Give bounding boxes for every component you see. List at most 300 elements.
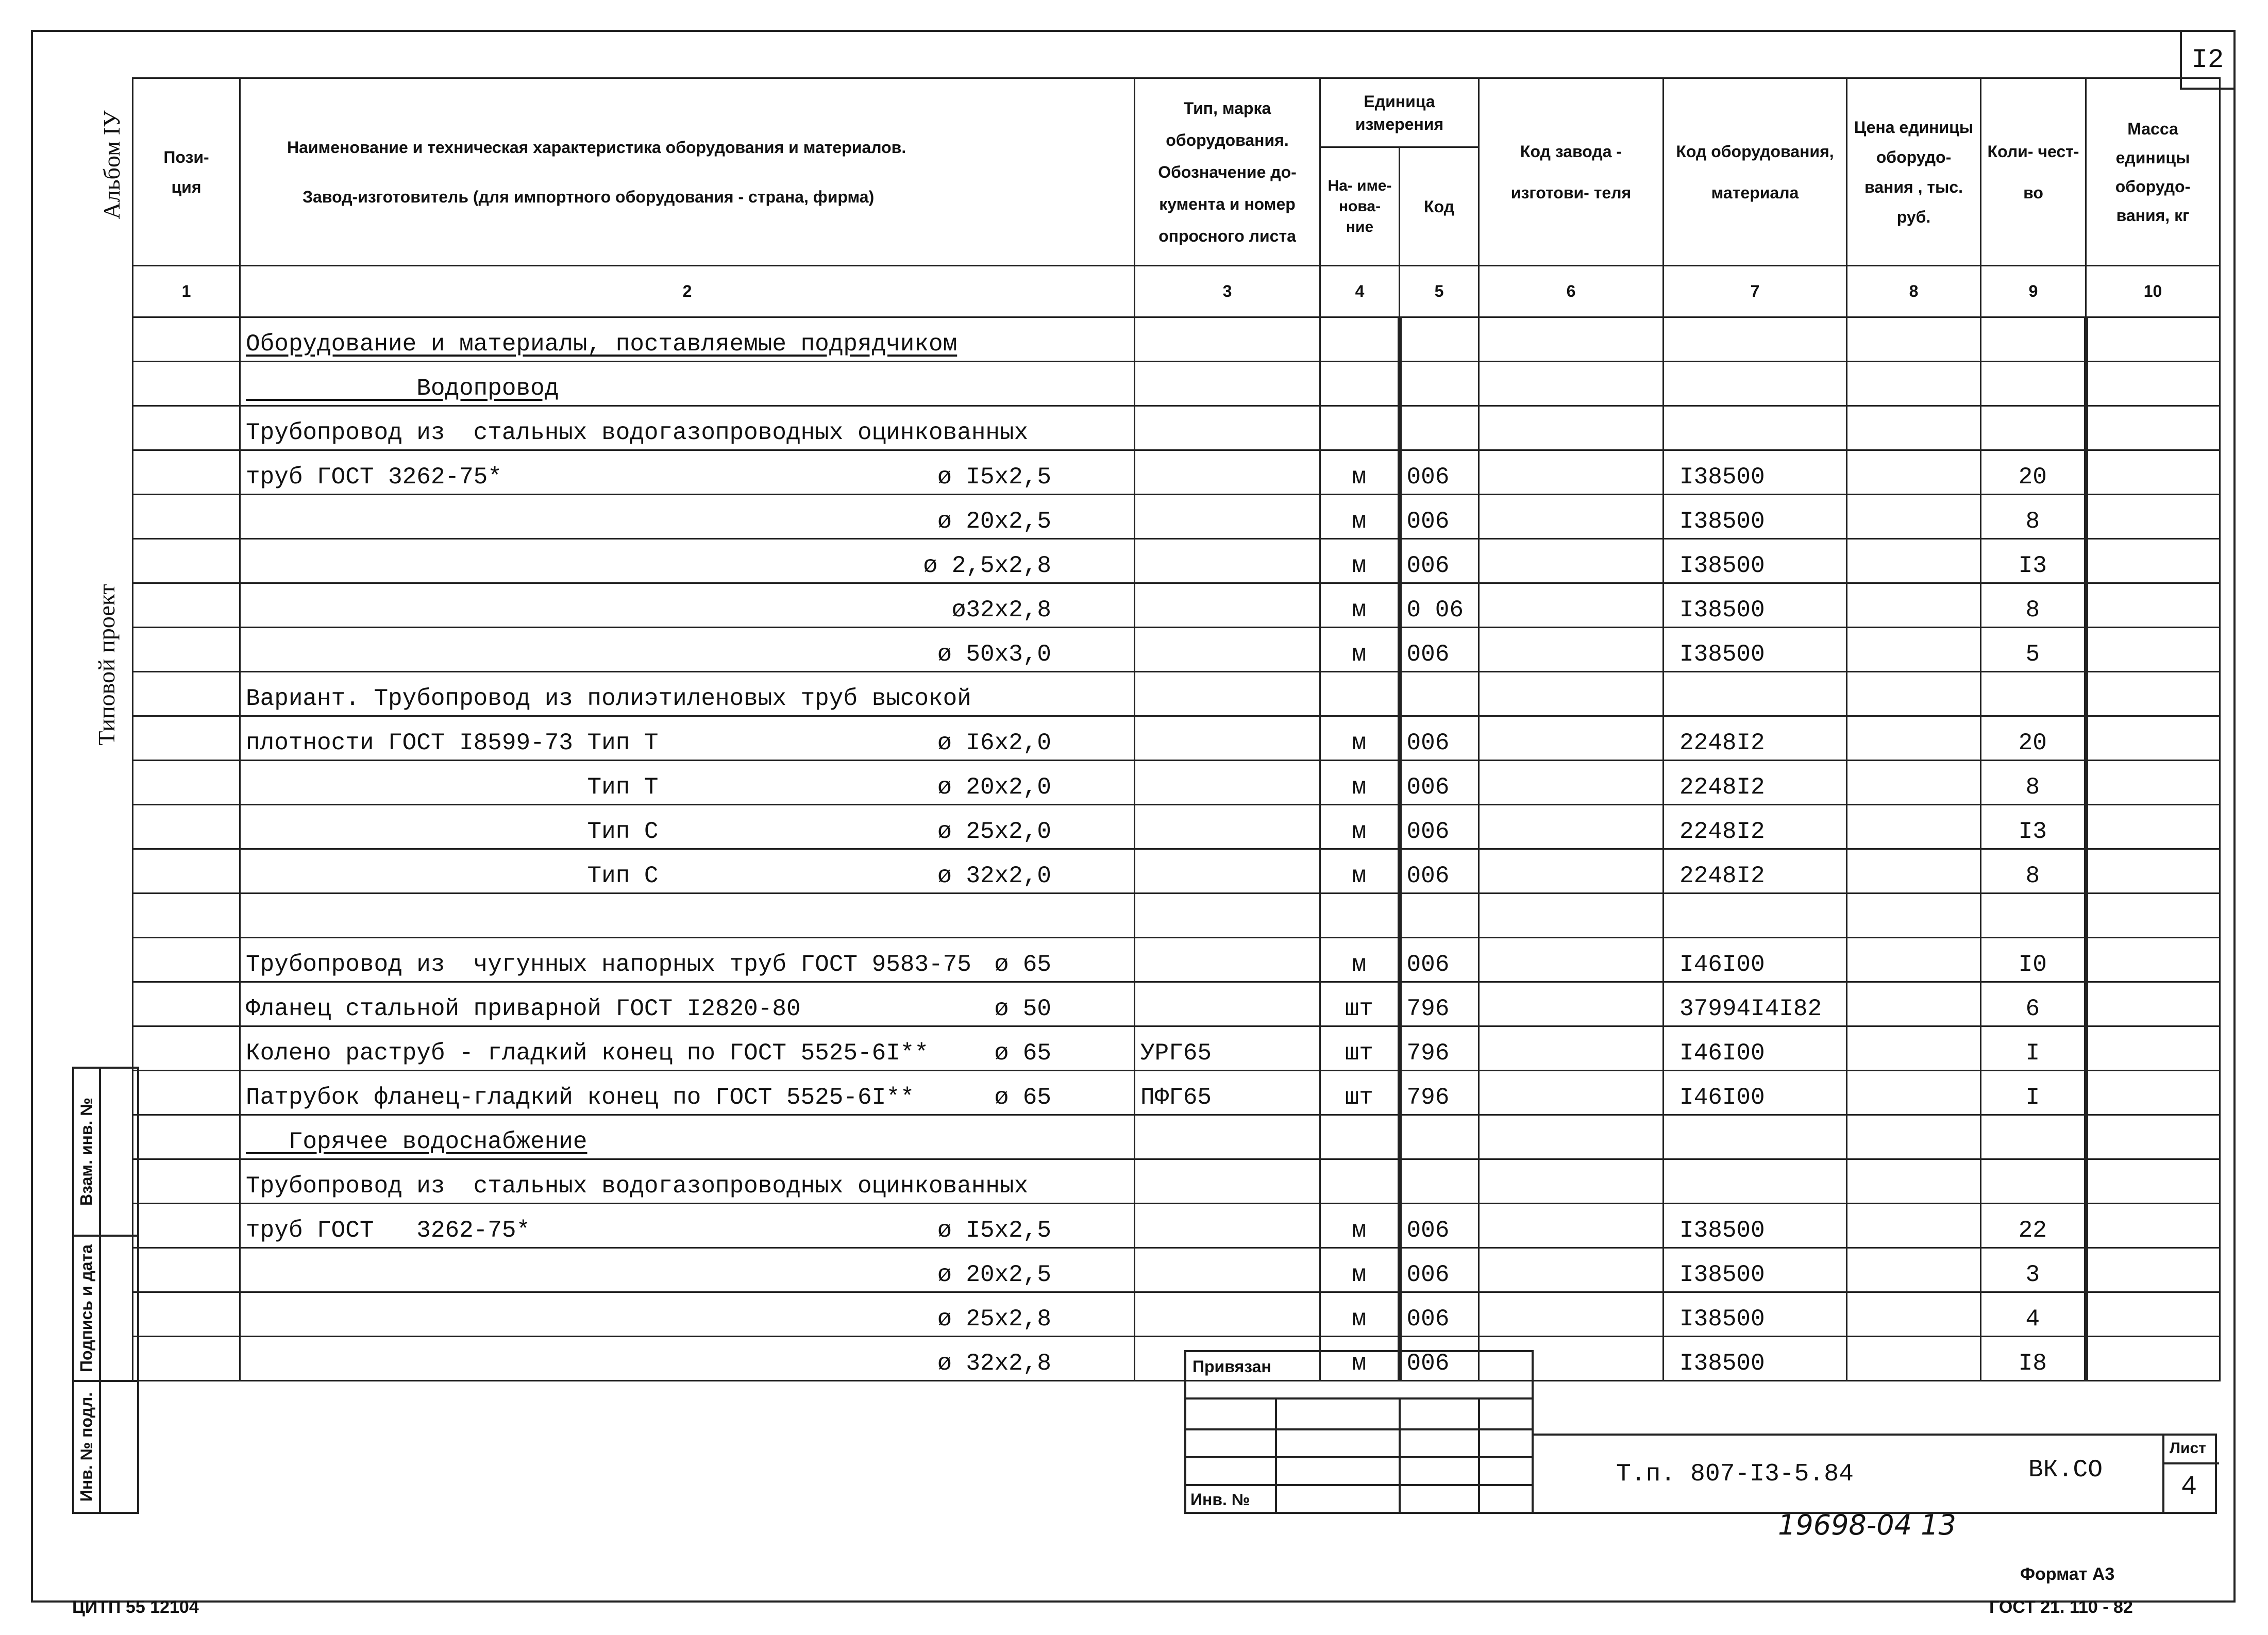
cell-material-code	[1664, 894, 1847, 938]
cell-quantity: I	[1981, 1026, 2086, 1071]
cell-price	[1847, 1026, 1981, 1071]
cell-name	[240, 1337, 1135, 1381]
cell-unit-code: 006	[1400, 1204, 1479, 1248]
item-size: ø 20x2,5	[937, 508, 1051, 535]
cell-position	[133, 362, 240, 406]
cell-price	[1847, 495, 1981, 539]
table-row	[133, 1337, 2220, 1381]
cell-name	[240, 539, 1135, 583]
cell-unit-code: 006	[1400, 628, 1479, 672]
doc-code: Т.п. 807-I3-5.84	[1616, 1460, 1854, 1488]
cell-name	[240, 1159, 1135, 1204]
cell-price	[1847, 1337, 1981, 1381]
table-row	[133, 1071, 2220, 1115]
cell-type	[1135, 1292, 1320, 1337]
cell-name	[240, 1292, 1135, 1337]
cell-name	[240, 406, 1135, 450]
cell-position	[133, 495, 240, 539]
cell-quantity: 8	[1981, 583, 2086, 628]
cell-quantity: 6	[1981, 982, 2086, 1026]
cell-mass	[2086, 716, 2220, 761]
cell-mass	[2086, 672, 2220, 716]
item-name: Тип С	[246, 818, 659, 845]
cell-name	[240, 1248, 1135, 1292]
cell-material-code: 2248I2	[1664, 805, 1847, 849]
cell-mass	[2086, 1204, 2220, 1248]
stamp-inv-podl	[72, 1380, 139, 1514]
cell-price	[1847, 672, 1981, 716]
cell-material-code: I38500	[1664, 539, 1847, 583]
cell-price	[1847, 1071, 1981, 1115]
cell-factory-code	[1479, 539, 1664, 583]
cell-quantity	[1981, 894, 2086, 938]
cell-type	[1135, 849, 1320, 894]
cell-price	[1847, 1204, 1981, 1248]
cell-factory-code	[1479, 1204, 1664, 1248]
cell-quantity: 8	[1981, 495, 2086, 539]
cell-mass	[2086, 761, 2220, 805]
cell-position	[133, 938, 240, 982]
cell-unit: м	[1320, 1337, 1400, 1381]
cell-factory-code	[1479, 406, 1664, 450]
cell-type	[1135, 1115, 1320, 1159]
cell-unit-code: 0 06	[1400, 583, 1479, 628]
cell-position	[133, 982, 240, 1026]
footer-right: ГОСТ 21. 110 - 82	[1989, 1597, 2133, 1617]
cell-quantity	[1981, 1115, 2086, 1159]
cell-factory-code	[1479, 495, 1664, 539]
cell-type	[1135, 628, 1320, 672]
cell-name	[240, 1115, 1135, 1159]
cell-unit-code	[1400, 1115, 1479, 1159]
item-name: Фланец стальной приварной ГОСТ I2820-80	[246, 996, 801, 1022]
cell-quantity: 3	[1981, 1248, 2086, 1292]
format-label: Формат А3	[2020, 1564, 2115, 1584]
cell-type: УРГ65	[1135, 1026, 1320, 1071]
stamp-vzam-inv	[72, 1067, 139, 1237]
table-row	[133, 362, 2220, 406]
cell-name	[240, 628, 1135, 672]
header-type: Тип, марка оборудования. Обозначение до- кумента и номер опросного листа	[1135, 78, 1320, 266]
cell-type	[1135, 761, 1320, 805]
item-name: Трубопровод из стальных водогазопроводных оцинкованных	[246, 419, 1029, 446]
table-row	[133, 1204, 2220, 1248]
item-size: ø32x2,8	[951, 597, 1051, 623]
album-label: Альбом IУ	[98, 110, 125, 220]
cell-unit-code: 006	[1400, 938, 1479, 982]
cell-name	[240, 362, 1135, 406]
item-size: ø 25x2,0	[937, 818, 1051, 845]
cell-unit: м	[1320, 716, 1400, 761]
table-row	[133, 1248, 2220, 1292]
cell-unit: м	[1320, 539, 1400, 583]
cell-quantity	[1981, 317, 2086, 362]
cell-position	[133, 716, 240, 761]
cell-material-code	[1664, 317, 1847, 362]
stamp-podpis-label: Подпись и дата	[77, 1244, 96, 1372]
cell-type	[1135, 317, 1320, 362]
cell-mass	[2086, 628, 2220, 672]
cell-unit	[1320, 894, 1400, 938]
cell-price	[1847, 716, 1981, 761]
header-position: Пози- ция	[133, 78, 240, 266]
cell-type	[1135, 1248, 1320, 1292]
cell-name	[240, 495, 1135, 539]
cell-mass	[2086, 1071, 2220, 1115]
cell-factory-code	[1479, 628, 1664, 672]
cell-unit: м	[1320, 1204, 1400, 1248]
cell-name	[240, 450, 1135, 495]
cell-price	[1847, 761, 1981, 805]
cell-quantity: I3	[1981, 539, 2086, 583]
table-row	[133, 317, 2220, 362]
cell-price	[1847, 894, 1981, 938]
cell-position	[133, 1292, 240, 1337]
table-row	[133, 1026, 2220, 1071]
cell-position	[133, 539, 240, 583]
cell-price	[1847, 583, 1981, 628]
cell-unit-code: 796	[1400, 982, 1479, 1026]
handwritten-note: 19698-04 13	[1778, 1509, 1956, 1541]
cell-quantity: 20	[1981, 716, 2086, 761]
cell-unit-code	[1400, 317, 1479, 362]
cell-unit-code	[1400, 1159, 1479, 1204]
cell-type	[1135, 938, 1320, 982]
cell-mass	[2086, 450, 2220, 495]
cell-price	[1847, 1159, 1981, 1204]
item-name: плотности ГОСТ I8599-73 Тип Т	[246, 730, 659, 756]
cell-position	[133, 628, 240, 672]
cell-unit-code: 006	[1400, 805, 1479, 849]
cell-unit-code: 796	[1400, 1071, 1479, 1115]
cell-position	[133, 1248, 240, 1292]
cell-quantity: 4	[1981, 1292, 2086, 1337]
cell-material-code	[1664, 1159, 1847, 1204]
cell-type	[1135, 716, 1320, 761]
privyazan-box	[1184, 1350, 1534, 1400]
cell-factory-code	[1479, 982, 1664, 1026]
cell-position	[133, 1026, 240, 1071]
cell-type	[1135, 672, 1320, 716]
cell-factory-code	[1479, 672, 1664, 716]
cell-quantity: 22	[1981, 1204, 2086, 1248]
footer-left: ЦИТП 55 12104	[72, 1597, 199, 1617]
cell-mass	[2086, 1115, 2220, 1159]
cell-unit	[1320, 317, 1400, 362]
item-size: ø 65	[994, 951, 1051, 978]
table-row	[133, 849, 2220, 894]
item-size: ø I5x2,5	[937, 464, 1051, 491]
table-row	[133, 938, 2220, 982]
cell-quantity: 5	[1981, 628, 2086, 672]
col-num-5: 5	[1400, 266, 1479, 317]
cell-name	[240, 672, 1135, 716]
cell-position	[133, 406, 240, 450]
cell-position	[133, 805, 240, 849]
item-size: ø 20x2,0	[937, 774, 1051, 801]
table-row	[133, 894, 2220, 938]
cell-mass	[2086, 1026, 2220, 1071]
cell-type	[1135, 583, 1320, 628]
cell-price	[1847, 450, 1981, 495]
cell-factory-code	[1479, 1071, 1664, 1115]
cell-unit: шт	[1320, 1071, 1400, 1115]
col-num-6: 6	[1479, 266, 1664, 317]
header-price: Цена единицы оборудо- вания , тыс. руб.	[1847, 78, 1981, 266]
cell-factory-code	[1479, 894, 1664, 938]
cell-price	[1847, 805, 1981, 849]
cell-type: ПФГ65	[1135, 1071, 1320, 1115]
item-size: ø 32x2,0	[937, 863, 1051, 889]
cell-price	[1847, 406, 1981, 450]
item-name: Колено раструб - гладкий конец по ГОСТ 5525-6I**	[246, 1040, 929, 1067]
cell-unit-code: 796	[1400, 1026, 1479, 1071]
item-size: ø 20x2,5	[937, 1261, 1051, 1288]
cell-mass	[2086, 849, 2220, 894]
item-name: Тип Т	[246, 774, 659, 801]
cell-quantity: I	[1981, 1071, 2086, 1115]
cell-unit	[1320, 406, 1400, 450]
cell-price	[1847, 1115, 1981, 1159]
cell-factory-code	[1479, 805, 1664, 849]
item-name: Водопровод	[246, 375, 559, 402]
cell-mass	[2086, 583, 2220, 628]
cell-unit	[1320, 1159, 1400, 1204]
item-name: Горячее водоснабжение	[246, 1128, 587, 1155]
cell-unit-code	[1400, 894, 1479, 938]
cell-factory-code	[1479, 938, 1664, 982]
cell-unit: м	[1320, 1248, 1400, 1292]
col-num-3: 3	[1135, 266, 1320, 317]
cell-factory-code	[1479, 1292, 1664, 1337]
cell-name	[240, 716, 1135, 761]
cell-name	[240, 317, 1135, 362]
cell-unit: м	[1320, 938, 1400, 982]
cell-type	[1135, 1204, 1320, 1248]
table-row	[133, 672, 2220, 716]
cell-unit: шт	[1320, 982, 1400, 1026]
cell-material-code: 2248I2	[1664, 761, 1847, 805]
cell-position	[133, 672, 240, 716]
list-number: 4	[2181, 1472, 2197, 1502]
cell-unit: м	[1320, 495, 1400, 539]
cell-mass	[2086, 938, 2220, 982]
header-material-code: Код оборудования, материала	[1664, 78, 1847, 266]
cell-price	[1847, 849, 1981, 894]
item-size: ø I5x2,5	[937, 1217, 1051, 1244]
cell-quantity	[1981, 672, 2086, 716]
cell-factory-code	[1479, 583, 1664, 628]
cell-position	[133, 1071, 240, 1115]
item-size: ø 65	[994, 1040, 1051, 1067]
cell-factory-code	[1479, 1248, 1664, 1292]
cell-factory-code	[1479, 317, 1664, 362]
cell-name	[240, 938, 1135, 982]
cell-name	[240, 894, 1135, 938]
cell-mass	[2086, 805, 2220, 849]
cell-price	[1847, 982, 1981, 1026]
cell-type	[1135, 805, 1320, 849]
table-row	[133, 450, 2220, 495]
item-name: Трубопровод из стальных водогазопроводных оцинкованных	[246, 1173, 1029, 1200]
table-row	[133, 1292, 2220, 1337]
cell-unit: м	[1320, 761, 1400, 805]
cell-quantity: I3	[1981, 805, 2086, 849]
table-row	[133, 982, 2220, 1026]
cell-price	[1847, 1292, 1981, 1337]
cell-unit-code: 006	[1400, 761, 1479, 805]
item-name: труб ГОСТ 3262-75*	[246, 1217, 531, 1244]
cell-unit-code: 006	[1400, 495, 1479, 539]
cell-factory-code	[1479, 716, 1664, 761]
table-row	[133, 1115, 2220, 1159]
cell-unit: м	[1320, 1292, 1400, 1337]
cell-material-code	[1664, 672, 1847, 716]
cell-quantity	[1981, 1159, 2086, 1204]
column-numbers-row	[133, 266, 2220, 317]
cell-quantity: I0	[1981, 938, 2086, 982]
cell-unit: м	[1320, 450, 1400, 495]
cell-unit-code: 006	[1400, 1337, 1479, 1381]
cell-mass	[2086, 317, 2220, 362]
header-quantity: Коли- чест- во	[1981, 78, 2086, 266]
cell-position	[133, 894, 240, 938]
cell-material-code: 2248I2	[1664, 716, 1847, 761]
cell-unit-code: 006	[1400, 716, 1479, 761]
table-row	[133, 495, 2220, 539]
cell-price	[1847, 1248, 1981, 1292]
table-row	[133, 406, 2220, 450]
cell-type	[1135, 982, 1320, 1026]
cell-position	[133, 1204, 240, 1248]
cell-unit: м	[1320, 628, 1400, 672]
cell-quantity	[1981, 362, 2086, 406]
item-size: ø 50	[994, 996, 1051, 1022]
item-size: ø 65	[994, 1084, 1051, 1111]
item-name: Оборудование и материалы, поставляемые подрядчиком	[246, 331, 957, 358]
cell-quantity: 20	[1981, 450, 2086, 495]
col-num-4: 4	[1320, 266, 1400, 317]
cell-material-code: I38500	[1664, 583, 1847, 628]
cell-position	[133, 1115, 240, 1159]
cell-factory-code	[1479, 450, 1664, 495]
cell-position	[133, 849, 240, 894]
specification-table	[132, 77, 2221, 1381]
cell-factory-code	[1479, 761, 1664, 805]
cell-material-code: 2248I2	[1664, 849, 1847, 894]
col-num-2: 2	[240, 266, 1135, 317]
header-name-line1: Наименование и техническая характеристика оборудования и материалов.	[287, 138, 906, 157]
col-num-1: 1	[133, 266, 240, 317]
cell-quantity	[1981, 406, 2086, 450]
cell-type	[1135, 362, 1320, 406]
cell-position	[133, 1159, 240, 1204]
cell-unit-code: 006	[1400, 1248, 1479, 1292]
table-row	[133, 628, 2220, 672]
header-mass: Масса единицы оборудо- вания, кг	[2086, 78, 2220, 266]
stamp-vzam-inv-label: Взам. инв. №	[77, 1098, 96, 1206]
sheet-number: I2	[2180, 32, 2233, 90]
cell-material-code	[1664, 406, 1847, 450]
cell-unit-code	[1400, 672, 1479, 716]
cell-name	[240, 1026, 1135, 1071]
list-label: Лист	[2170, 1440, 2206, 1457]
cell-material-code: I38500	[1664, 495, 1847, 539]
cell-price	[1847, 628, 1981, 672]
cell-name	[240, 1204, 1135, 1248]
cell-position	[133, 761, 240, 805]
cell-mass	[2086, 495, 2220, 539]
header-name-line2: Завод-изготовитель (для импортного оборудования - страна, фирма)	[303, 187, 875, 206]
cell-unit: шт	[1320, 1026, 1400, 1071]
cell-unit-code: 006	[1400, 849, 1479, 894]
cell-material-code: I38500	[1664, 1337, 1847, 1381]
table-row	[133, 716, 2220, 761]
project-label: Типовой проект	[93, 584, 120, 746]
item-name: Патрубок фланец-гладкий конец по ГОСТ 5525-6I**	[246, 1084, 915, 1111]
cell-mass	[2086, 1292, 2220, 1337]
stamp-inv-podl-label: Инв. № подл.	[77, 1392, 96, 1502]
doc-mark: ВК.СО	[2028, 1456, 2103, 1484]
cell-mass	[2086, 894, 2220, 938]
header-unit-name: На- име- нова- ние	[1320, 147, 1400, 266]
cell-material-code: I46I00	[1664, 1026, 1847, 1071]
item-size: ø 25x2,8	[937, 1306, 1051, 1333]
cell-unit	[1320, 672, 1400, 716]
table-row	[133, 1159, 2220, 1204]
cell-name	[240, 583, 1135, 628]
header-name	[240, 78, 1135, 266]
privyazan-label: Привязан	[1192, 1357, 1271, 1376]
cell-material-code: I46I00	[1664, 1071, 1847, 1115]
cell-quantity: 8	[1981, 849, 2086, 894]
cell-name	[240, 761, 1135, 805]
cell-material-code: I38500	[1664, 1204, 1847, 1248]
cell-position	[133, 317, 240, 362]
cell-factory-code	[1479, 1026, 1664, 1071]
inv-no-label: Инв. №	[1190, 1490, 1250, 1509]
cell-unit-code: 006	[1400, 450, 1479, 495]
table-row	[133, 761, 2220, 805]
signature-grid	[1184, 1397, 1534, 1514]
cell-factory-code	[1479, 362, 1664, 406]
header-unit-code: Код	[1400, 147, 1479, 266]
cell-mass	[2086, 1337, 2220, 1381]
cell-mass	[2086, 362, 2220, 406]
cell-material-code: I38500	[1664, 628, 1847, 672]
cell-material-code: I38500	[1664, 1248, 1847, 1292]
cell-position	[133, 450, 240, 495]
col-num-7: 7	[1664, 266, 1847, 317]
cell-unit	[1320, 362, 1400, 406]
cell-type	[1135, 406, 1320, 450]
cell-material-code: 37994I4I82	[1664, 982, 1847, 1026]
cell-quantity: 8	[1981, 761, 2086, 805]
cell-name	[240, 849, 1135, 894]
cell-unit-code: 006	[1400, 1292, 1479, 1337]
cell-material-code: I46I00	[1664, 938, 1847, 982]
item-size: ø 50x3,0	[937, 641, 1051, 668]
cell-material-code: I38500	[1664, 1292, 1847, 1337]
cell-type	[1135, 539, 1320, 583]
table-row	[133, 805, 2220, 849]
cell-unit: м	[1320, 583, 1400, 628]
cell-material-code	[1664, 362, 1847, 406]
cell-quantity: I8	[1981, 1337, 2086, 1381]
cell-price	[1847, 317, 1981, 362]
cell-price	[1847, 938, 1981, 982]
stamp-podpis	[72, 1235, 139, 1382]
